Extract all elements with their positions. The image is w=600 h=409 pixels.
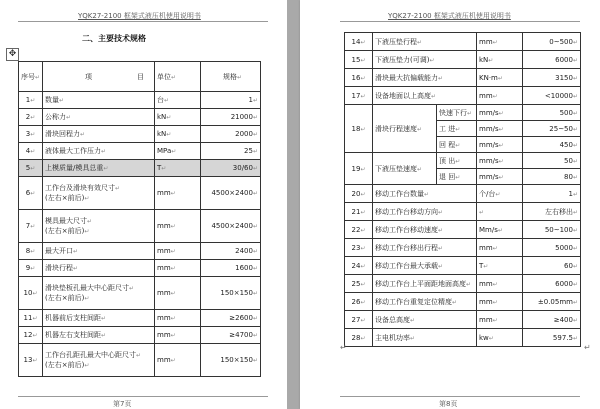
- item-text: 机器左右支柱间距: [45, 331, 101, 339]
- page-footer: 第7页: [113, 400, 132, 408]
- table-row: 9↵ 滑块行程↵ mm↵ 1600↵: [19, 260, 261, 277]
- spec-cell: 1600: [235, 264, 253, 272]
- table-row: 24↵ 移动工作台最大承载↵ T↵ 60↵: [345, 257, 581, 275]
- sub-item-label: 顶 出: [439, 156, 456, 165]
- table-row: 7↵ 模具最大尺寸↵ (左右×前后)↵ mm↵ 4500×2400↵: [19, 210, 261, 243]
- spec-cell: 4500×2400: [211, 222, 253, 230]
- spec-table-left: [18, 61, 261, 377]
- row-number: 4: [25, 147, 31, 155]
- item-text: 工作台及滑块有效尺寸: [45, 184, 115, 192]
- row-number: 5: [25, 164, 31, 172]
- row-number: 12: [23, 331, 33, 339]
- unit-cell: mm: [479, 243, 493, 252]
- spec-cell: 1: [248, 96, 253, 104]
- spec-cell: 500: [559, 108, 573, 117]
- item-text: 移动工作台移动速度: [375, 225, 438, 234]
- spec-cell: 150×150: [220, 356, 253, 364]
- spec-cell: 60: [564, 261, 573, 270]
- row-number: 14: [351, 37, 361, 46]
- spec-cell: ≥4700: [229, 331, 253, 339]
- page-header: YQK27-2100 框架式液压机使用说明书: [388, 12, 511, 20]
- item-subtext: (左右×前后): [45, 194, 85, 202]
- spec-cell: 150×150: [220, 289, 253, 297]
- item-text: 下液压垫速度: [375, 164, 417, 173]
- table-row: 18↵ 滑块行程速度↵ 快速下行↵ mm/s↵ 500↵: [345, 105, 581, 121]
- spec-cell: 21000: [230, 113, 253, 121]
- unit-cell: mm: [157, 189, 171, 197]
- row-number: 9: [25, 264, 31, 272]
- unit-cell: kN: [479, 55, 489, 64]
- item-text: 滑块垫板孔最大中心距尺寸: [45, 284, 129, 292]
- footer-rule: [18, 396, 268, 397]
- unit-cell: mm: [479, 91, 493, 100]
- item-text: 模具最大尺寸: [45, 217, 87, 225]
- unit-cell: kN: [157, 130, 167, 138]
- table-row: 20↵ 移动工作台数量↵ 个/台↵ 1↵: [345, 185, 581, 203]
- row-number: 25: [351, 279, 361, 288]
- table-row: 14↵ 下液压垫行程↵ mm↵ 0~500↵: [345, 33, 581, 51]
- unit-cell: Mm/s: [479, 225, 498, 234]
- item-text: 移动工作台上平面距地面高度: [375, 279, 466, 288]
- item-text: 机器前后支柱间距: [45, 314, 101, 322]
- unit-cell: mm/s: [479, 156, 499, 165]
- item-text: 上模质量/模具总重: [45, 164, 104, 172]
- item-text: 设备总高度: [375, 315, 410, 324]
- unit-cell: 台: [157, 96, 164, 104]
- item-subtext: (左右×前后): [45, 294, 85, 302]
- unit-cell: mm: [157, 356, 171, 364]
- table-row: 5↵ 上模质量/模具总重↵ T↵ 30/60↵: [19, 160, 261, 177]
- item-subtext: (左右×前后): [45, 361, 85, 369]
- spec-cell: 2000: [235, 130, 253, 138]
- item-text: 数量: [45, 96, 59, 104]
- unit-cell: mm: [157, 314, 171, 322]
- unit-cell: mm/s: [479, 108, 499, 117]
- item-text: 下液压垫行程: [375, 37, 417, 46]
- unit-cell: mm: [157, 264, 171, 272]
- table-row: 17↵ 设备地面以上高度↵ mm↵ <10000↵: [345, 87, 581, 105]
- unit-cell: mm: [479, 37, 493, 46]
- sub-item-label: 回 程: [439, 140, 456, 149]
- item-text: 工作台孔距孔最大中心距尺寸: [45, 351, 136, 359]
- row-number: 22: [351, 225, 361, 234]
- item-text: 滑块最大抗偏载能力: [375, 73, 438, 82]
- spec-cell: 50~100: [544, 225, 573, 234]
- spec-cell: <10000: [544, 91, 573, 100]
- row-number: 28: [351, 333, 361, 342]
- table-row: 4↵ 液体最大工作压力↵ MPa↵ 25↵: [19, 143, 261, 160]
- row-number: 10: [23, 289, 33, 297]
- row-number: 23: [351, 243, 361, 252]
- item-text: 最大开口: [45, 247, 73, 255]
- spec-cell: 25: [244, 147, 253, 155]
- table-row: 工 进↵ mm/s↵ 25~50↵: [345, 121, 581, 137]
- header-rule: [340, 21, 580, 22]
- spec-cell: 50: [564, 156, 573, 165]
- spec-cell: 597.5: [552, 333, 573, 342]
- row-number: 16: [351, 73, 361, 82]
- header-item-b: 目: [137, 72, 144, 81]
- spec-cell: ±0.05mm: [537, 297, 573, 306]
- header-rule: [18, 21, 268, 22]
- header-item-a: 项: [85, 72, 92, 81]
- table-row: 8↵ 最大开口↵ mm↵ 2400↵: [19, 243, 261, 260]
- unit-cell: mm: [157, 289, 171, 297]
- spec-cell: 0~500: [549, 37, 573, 46]
- item-text: 滑块行程速度: [375, 124, 417, 133]
- header-spec: 规格: [223, 72, 237, 81]
- table-header-row: 序号↵ 项 目 单位↵ 规格↵: [19, 62, 261, 92]
- spec-cell: 4500×2400: [211, 189, 253, 197]
- item-text: 滑块回程力: [45, 130, 80, 138]
- table-row: 22↵ 移动工作台移动速度↵ Mm/s↵ 50~100↵: [345, 221, 581, 239]
- item-text: 移动工作台重复定位精度: [375, 297, 452, 306]
- sub-item-label: 退 回: [439, 172, 456, 181]
- table-move-handle-icon[interactable]: ✥: [6, 48, 19, 61]
- sub-item-label: 工 进: [439, 124, 456, 133]
- row-number: 15: [351, 55, 361, 64]
- item-text: 公称力: [45, 113, 66, 121]
- unit-cell: mm: [157, 247, 171, 255]
- table-row: 16↵ 滑块最大抗偏载能力↵ KN·m↵ 3150↵: [345, 69, 581, 87]
- table-row: 27↵ 设备总高度↵ mm↵ ≥400↵: [345, 311, 581, 329]
- item-text: 下液压垫力(可调): [375, 55, 430, 64]
- spec-cell: 左右移出: [544, 207, 573, 216]
- item-text: 移动工作台数量: [375, 189, 424, 198]
- table-row: 28↵ 主电机功率↵ kw↵ 597.5↵: [345, 329, 581, 347]
- item-text: 移动工作台最大承载: [375, 261, 438, 270]
- footer-rule: [340, 396, 580, 397]
- unit-cell: mm/s: [479, 124, 499, 133]
- row-number: 21: [351, 207, 361, 216]
- unit-cell: 个/台: [479, 189, 496, 198]
- row-number: 19: [351, 164, 361, 173]
- spec-cell: 1: [568, 189, 573, 198]
- document-page-7: [0, 0, 287, 409]
- header-unit: 单位: [157, 72, 171, 81]
- spec-cell: 450: [559, 140, 573, 149]
- spec-cell: 25~50: [549, 124, 573, 133]
- item-subtext: (左右×前后): [45, 227, 85, 235]
- page-header: YQK27-2100 框架式液压机使用说明书: [78, 12, 201, 20]
- table-row: 15↵ 下液压垫力(可调)↵ kN↵ 6000↵: [345, 51, 581, 69]
- spec-cell: 6000: [555, 55, 573, 64]
- header-no: 序号: [21, 72, 35, 81]
- table-row: 23↵ 移动工作台移出行程↵ mm↵ 5000↵: [345, 239, 581, 257]
- spec-cell: 30/60: [232, 164, 253, 172]
- spec-cell: 3150: [555, 73, 573, 82]
- item-text: 主电机功率: [375, 333, 410, 342]
- row-number: 7: [25, 222, 31, 230]
- row-number: 1: [25, 96, 31, 104]
- row-number: 6: [25, 189, 31, 197]
- item-text: 移动工作台移出行程: [375, 243, 438, 252]
- row-number: 18: [351, 124, 361, 133]
- row-number: 11: [23, 314, 33, 322]
- table-row: 13↵ 工作台孔距孔最大中心距尺寸↵ (左右×前后)↵ mm↵ 150×150↵: [19, 344, 261, 377]
- spec-cell: 6000: [555, 279, 573, 288]
- table-row: 12↵ 机器左右支柱间距↵ mm↵ ≥4700↵: [19, 327, 261, 344]
- table-row: 10↵ 滑块垫板孔最大中心距尺寸↵ (左右×前后)↵ mm↵ 150×150↵: [19, 277, 261, 310]
- unit-cell: mm: [479, 315, 493, 324]
- item-text: 设备地面以上高度: [375, 91, 431, 100]
- unit-cell: mm: [479, 279, 493, 288]
- unit-cell: kN: [157, 113, 167, 121]
- row-number: 2: [25, 113, 31, 121]
- table-row: 3↵ 滑块回程力↵ kN↵ 2000↵: [19, 126, 261, 143]
- unit-cell: KN·m: [479, 73, 498, 82]
- row-number: 17: [351, 91, 361, 100]
- unit-cell: T: [157, 164, 162, 172]
- table-row: 6↵ 工作台及滑块有效尺寸↵ (左右×前后)↵ mm↵ 4500×2400↵: [19, 177, 261, 210]
- unit-cell: MPa: [157, 147, 172, 155]
- table-row: 21↵ 移动工作台移动方向↵ ↵ 左右移出↵: [345, 203, 581, 221]
- spec-cell: 2400: [235, 247, 253, 255]
- unit-cell: mm: [157, 331, 171, 339]
- spec-cell: ≥400: [553, 315, 573, 324]
- unit-cell: mm/s: [479, 140, 499, 149]
- table-row: 2↵ 公称力↵ kN↵ 21000↵: [19, 109, 261, 126]
- table-row: 回 程↵ mm/s↵ 450↵: [345, 137, 581, 153]
- table-row: 退 回↵ mm/s↵ 80↵: [345, 169, 581, 185]
- unit-cell: T: [479, 261, 484, 270]
- unit-cell: mm/s: [479, 172, 499, 181]
- row-number: 8: [25, 247, 31, 255]
- document-page-8: [300, 0, 600, 409]
- paragraph-mark: ↵: [340, 343, 347, 352]
- row-number: 20: [351, 189, 361, 198]
- item-text: 液体最大工作压力: [45, 147, 101, 155]
- table-row: 19↵ 下液压垫速度↵ 顶 出↵ mm/s↵ 50↵: [345, 153, 581, 169]
- paragraph-mark: ↵: [584, 343, 591, 352]
- row-number: 27: [351, 315, 361, 324]
- row-number: 3: [25, 130, 31, 138]
- spec-cell: ≥2600: [229, 314, 253, 322]
- section-title: 二、主要技术规格: [82, 34, 146, 43]
- row-number: 13: [23, 356, 33, 364]
- spec-cell: 5000: [555, 243, 573, 252]
- page-gutter: [287, 0, 300, 409]
- spec-table-right: [344, 32, 581, 347]
- table-row: 11↵ 机器前后支柱间距↵ mm↵ ≥2600↵: [19, 310, 261, 327]
- table-row: 25↵ 移动工作台上平面距地面高度↵ mm↵ 6000↵: [345, 275, 581, 293]
- unit-cell: mm: [157, 222, 171, 230]
- spec-cell: 80: [564, 172, 573, 181]
- row-number: 24: [351, 261, 361, 270]
- item-text: 滑块行程: [45, 264, 73, 272]
- table-row: 1↵ 数量↵ 台↵ 1↵: [19, 92, 261, 109]
- item-text: 移动工作台移动方向: [375, 207, 438, 216]
- unit-cell: kw: [479, 333, 489, 342]
- unit-cell: mm: [479, 297, 493, 306]
- table-row: 26↵ 移动工作台重复定位精度↵ mm↵ ±0.05mm↵: [345, 293, 581, 311]
- page-footer: 第8页: [439, 400, 458, 408]
- sub-item-label: 快速下行: [439, 108, 467, 117]
- row-number: 26: [351, 297, 361, 306]
